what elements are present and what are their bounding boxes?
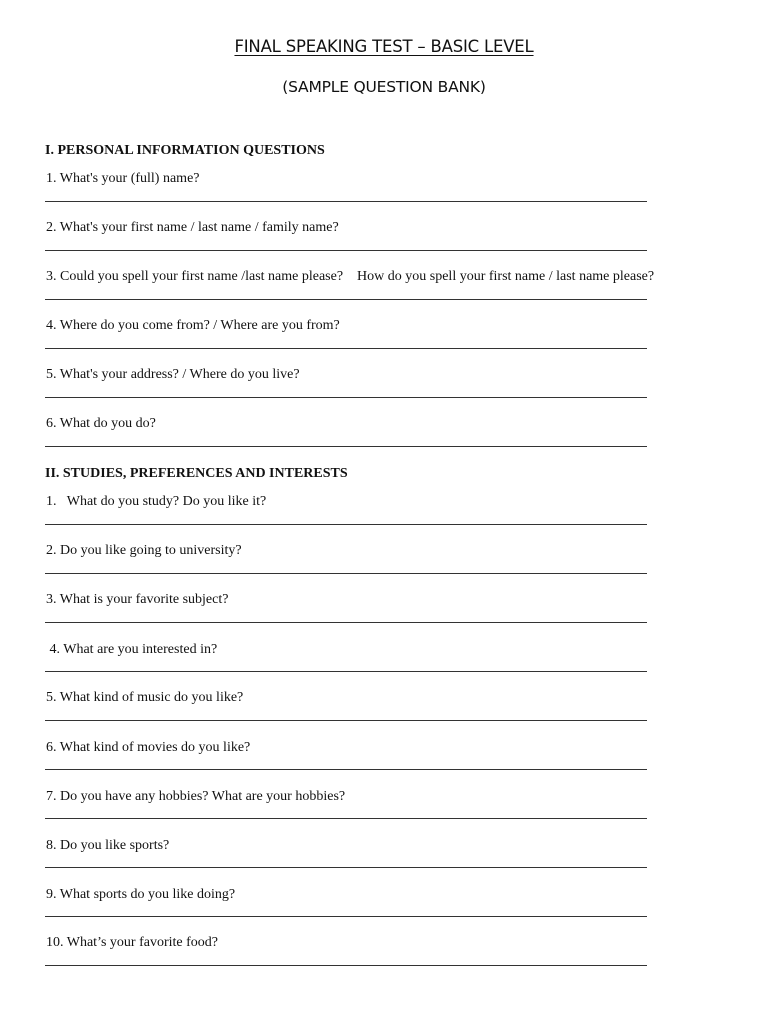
answer-line bbox=[45, 916, 647, 917]
answer-line bbox=[45, 524, 647, 525]
answer-line bbox=[45, 720, 647, 721]
question-item: 1. What's your (full) name? bbox=[46, 171, 200, 186]
question-item: 7. Do you have any hobbies? What are your hobbies? bbox=[46, 789, 346, 804]
question-item: 4. Where do you come from? / Where are you from? bbox=[46, 318, 340, 333]
answer-line bbox=[45, 348, 647, 349]
document-subtitle: (SAMPLE QUESTION BANK) bbox=[282, 78, 486, 96]
question-text: 3. Could you spell your first name /last name please? bbox=[46, 269, 344, 284]
question-item: 3. What is your favorite subject? bbox=[46, 592, 229, 607]
answer-line bbox=[45, 818, 647, 819]
question-item: 4. What are you interested in? bbox=[46, 642, 218, 657]
question-item: 10. What’s your favorite food? bbox=[46, 935, 218, 950]
question-item: 6. What do you do? bbox=[46, 416, 156, 431]
question-item: 5. What kind of music do you like? bbox=[46, 690, 244, 705]
answer-line bbox=[45, 622, 647, 623]
answer-line bbox=[45, 573, 647, 574]
question-item: 6. What kind of movies do you like? bbox=[46, 740, 251, 755]
answer-line bbox=[45, 769, 647, 770]
answer-line bbox=[45, 446, 647, 447]
answer-line bbox=[45, 867, 647, 868]
document-title-text: FINAL SPEAKING TEST – BASIC LEVEL bbox=[234, 37, 534, 56]
question-item: 1. What do you study? Do you like it? bbox=[46, 494, 267, 509]
answer-line bbox=[45, 250, 647, 251]
question-item: 5. What's your address? / Where do you live? bbox=[46, 367, 300, 382]
section-heading-personal-info: I. PERSONAL INFORMATION QUESTIONS bbox=[45, 143, 325, 158]
question-item: 8. Do you like sports? bbox=[46, 838, 170, 853]
question-item: 2. Do you like going to university? bbox=[46, 543, 242, 558]
answer-line bbox=[45, 201, 647, 202]
document-title bbox=[0, 37, 768, 56]
section-heading-studies: II. STUDIES, PREFERENCES AND INTERESTS bbox=[45, 466, 348, 481]
answer-line bbox=[45, 397, 647, 398]
answer-line bbox=[45, 671, 647, 672]
question-item bbox=[46, 269, 654, 285]
answer-line bbox=[45, 965, 647, 966]
question-item: 2. What's your first name / last name / family name? bbox=[46, 220, 339, 235]
question-alt-text: How do you spell your first name / last name please? bbox=[357, 269, 655, 284]
question-item: 9. What sports do you like doing? bbox=[46, 887, 236, 902]
answer-line bbox=[45, 299, 647, 300]
